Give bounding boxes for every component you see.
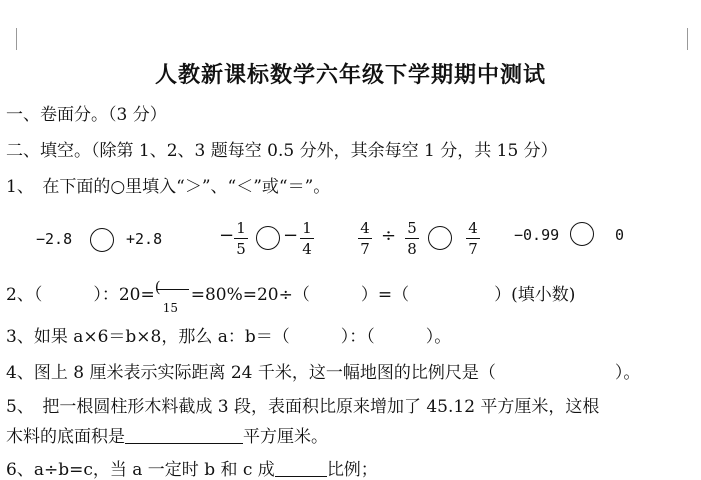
section-2: 二、填空。（除第 1、2、3 题每空 0.5 分外，其余每空 1 分，共 15 分） bbox=[6, 141, 558, 161]
compare-circle-a[interactable] bbox=[90, 228, 114, 252]
answer-blank-area[interactable] bbox=[125, 427, 243, 444]
fraction-5-8: 5 8 bbox=[405, 219, 419, 258]
fraction-4-7-b: 4 7 bbox=[466, 219, 480, 258]
compare-a-right: +2.8 bbox=[126, 230, 163, 248]
minus-sign: − bbox=[219, 225, 235, 246]
compare-circle-d[interactable] bbox=[570, 222, 594, 246]
answer-blank-proportion[interactable] bbox=[275, 460, 327, 477]
compare-circle-b[interactable] bbox=[256, 226, 280, 250]
compare-a-left: −2.8 bbox=[36, 230, 73, 248]
crop-mark-right bbox=[687, 28, 700, 50]
blank-fraction[interactable]: ( 15 bbox=[155, 283, 191, 301]
compare-circle-c[interactable] bbox=[428, 226, 452, 250]
question-5-line-1: 5、 把一根圆柱形木料截成 3 段，表面积比原来增加了 45.12 平方厘米，这根 bbox=[6, 397, 600, 417]
divide-sign: ÷ bbox=[381, 225, 397, 246]
question-2: 2、（ ）：20= ( 15 =80%=20÷（ ）=（ ）(填小数) bbox=[6, 278, 576, 315]
section-1: 一、卷面分。（3 分） bbox=[6, 105, 167, 125]
fraction-1-4: 1 4 bbox=[300, 219, 314, 258]
fraction-4-7: 4 7 bbox=[358, 219, 372, 258]
question-5-line-2: 木料的底面积是 平方厘米。 bbox=[6, 427, 328, 447]
page-title: 人教新课标数学六年级下学期期中测试 bbox=[154, 62, 546, 88]
question-6: 6、a÷b=c，当 a 一定时 b 和 c 成 比例； bbox=[6, 460, 378, 480]
compare-d-left: −0.99 bbox=[514, 226, 560, 244]
question-3: 3、如果 a×6＝b×8，那么 a：b＝（ ）：（ ）。 bbox=[6, 327, 452, 347]
minus-sign: − bbox=[283, 225, 299, 246]
fraction-1-5: 1 5 bbox=[234, 219, 248, 258]
compare-d-right: 0 bbox=[615, 226, 625, 244]
question-4: 4、图上 8 厘米表示实际距离 24 千米，这一幅地图的比例尺是（ ）。 bbox=[6, 363, 641, 383]
question-1: 1、 在下面的○里填入“＞”、“＜”或“＝”。 bbox=[6, 177, 331, 197]
crop-mark-left bbox=[4, 28, 17, 50]
